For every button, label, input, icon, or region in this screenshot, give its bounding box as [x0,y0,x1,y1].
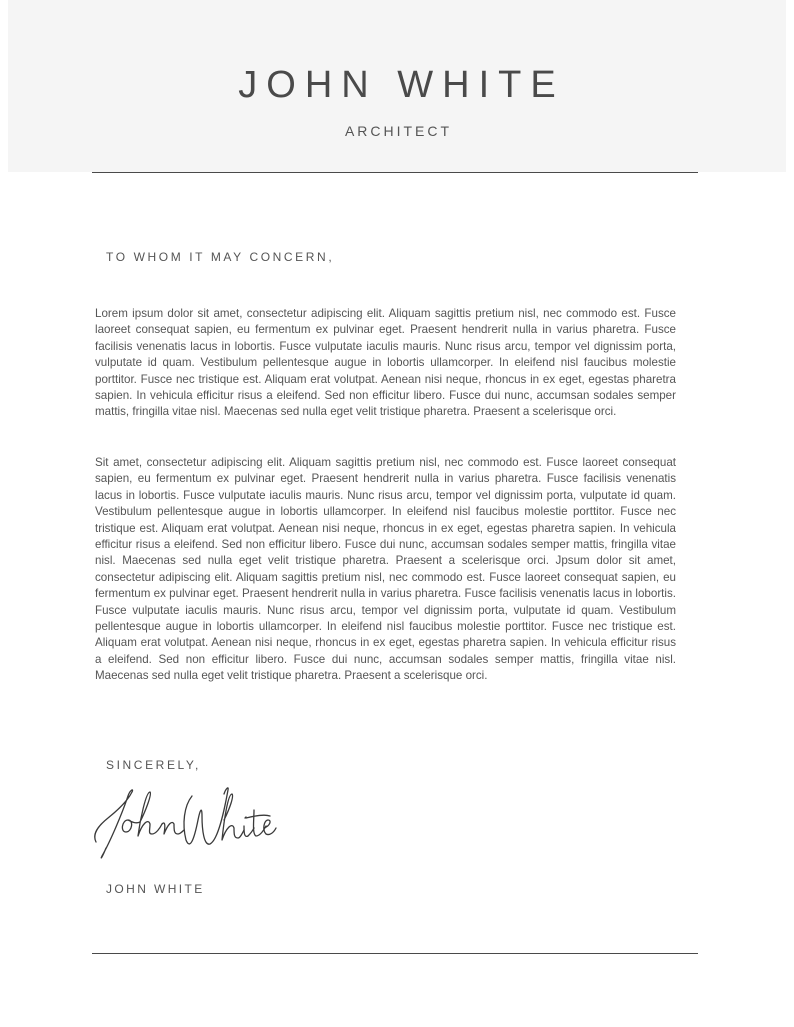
bottom-divider [92,953,698,954]
handwritten-signature [88,780,278,862]
signer-name: JOHN WHITE [106,882,205,896]
closing: SINCERELY, [106,758,201,772]
body-paragraph-1: Lorem ipsum dolor sit amet, consectetur adipiscing elit. Aliquam sagittis pretium nisl, nec commodo est. Fusce laoreet consequat sapien, eu fermentum ex pulvinar eget. Praesent hendrerit nulla in varius pharetra. Fusce facilisis venenatis lacus in lobortis. Fusce vulputate iaculis mauris. Nunc risus arcu, tempor vel dignissim porta, vulputate id quam. Vestibulum pellentesque augue in lobortis ullamcorper. In eleifend nisl faucibus molestie porttitor. Fusce nec tristique est. Aliquam erat volutpat. Aenean nisi neque, rhoncus in ex eget, egestas pharetra sapien. In vehicula efficitur risus a eleifend. Sed non efficitur libero. Fusce dui nunc, accumsan sodales semper mattis, fringilla vitae nisl. Maecenas sed nulla eget velit tristique pharetra. Praesent a scelerisque orci. [95,307,676,419]
body-paragraph-2: Sit amet, consectetur adipiscing elit. Aliquam sagittis pretium nisl, nec commodo est. Fusce laoreet consequat sapien, eu fermentum ex pulvinar eget. Praesent hendrerit nulla in varius pharetra. Fusce facilisis venenatis lacus in lobortis. Fusce vulputate iaculis mauris. Nunc risus arcu, tempor vel dignissim porta, vulputate id quam. Vestibulum pellentesque augue in lobortis ullamcorper. In eleifend nisl faucibus molestie porttitor. Fusce nec tristique est. Aliquam erat volutpat. Aenean nisi neque, rhoncus in ex eget, egestas pharetra sapien. In vehicula efficitur risus a eleifend. Sed non efficitur libero. Fusce dui nunc, accumsan sodales semper mattis, fringilla vitae nisl. Maecenas sed nulla eget velit tristique pharetra. Praesent a scelerisque orci. Jpsum dolor sit amet, consectetur adipiscing elit. Aliquam sagittis pretium nisl, nec commodo est. Fusce laoreet consequat sapien, eu fermentum ex pulvinar eget. Praesent hendrerit nulla in varius pharetra. Fusce facilisis venenatis lacus in lobortis. Fusce vulputate iaculis mauris. Nunc risus arcu, tempor vel dignissim porta, vulputate id quam. Vestibulum pellentesque augue in lobortis ullamcorper. In eleifend nisl faucibus molestie porttitor. Fusce nec tristique est. Aliquam erat volutpat. Aenean nisi neque, rhoncus in ex eget, egestas pharetra sapien. In vehicula efficitur risus a eleifend. Sed non efficitur libero. Fusce dui nunc, accumsan sodales semper mattis, fringilla vitae nisl. Maecenas sed nulla eget velit tristique pharetra. Praesent a scelerisque orci. [95,456,676,683]
sender-name-heading: JOHN WHITE [238,64,565,106]
salutation: TO WHOM IT MAY CONCERN, [106,250,335,264]
top-divider [92,172,698,173]
sender-job-title: ARCHITECT [344,123,453,139]
